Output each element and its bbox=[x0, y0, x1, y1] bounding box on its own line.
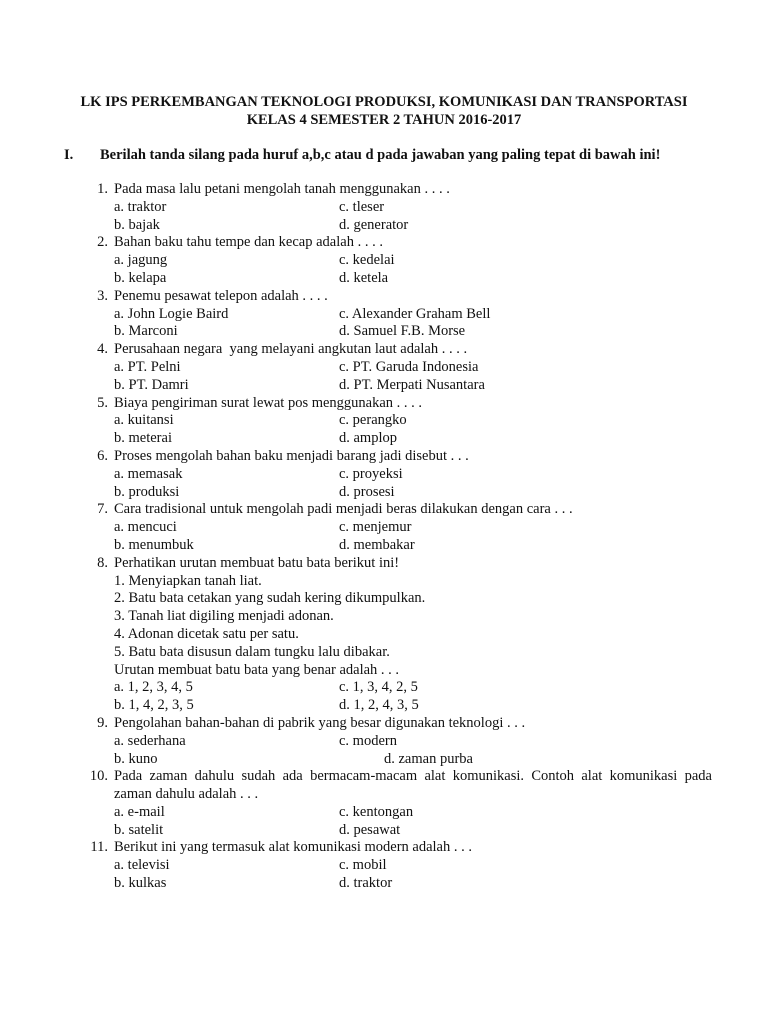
question-number: 8. bbox=[97, 554, 108, 571]
step-text: 2. Batu bata cetakan yang sudah kering dikumpulkan. bbox=[114, 590, 426, 607]
option-c[interactable]: c. perangko bbox=[339, 412, 407, 429]
question-number: 1. bbox=[97, 181, 108, 197]
option-b[interactable]: b. kelapa bbox=[114, 269, 167, 286]
question-text: Proses mengolah bahan baku menjadi barang jadi disebut . . . bbox=[114, 447, 469, 464]
option-b[interactable]: b. PT. Damri bbox=[114, 376, 189, 393]
question-text: Pada zaman dahulu sudah ada bermacam-macam alat komunikasi. Contoh alat komunikasi pada bbox=[114, 768, 712, 785]
question-3 bbox=[0, 288, 768, 306]
option-c[interactable]: c. kedelai bbox=[339, 252, 395, 269]
option-b[interactable]: b. kuno bbox=[114, 750, 158, 767]
question-text: Perhatikan urutan membuat batu bata berikut ini! bbox=[114, 554, 400, 571]
option-c[interactable]: c. modern bbox=[339, 732, 397, 749]
worksheet-title: LK IPS PERKEMBANGAN TEKNOLOGI PRODUKSI, KOMUNIKASI DAN TRANSPORTASI bbox=[80, 94, 688, 110]
option-c[interactable]: c. 1, 3, 4, 2, 5 bbox=[339, 679, 418, 696]
worksheet-subtitle: KELAS 4 SEMESTER 2 TAHUN 2016-2017 bbox=[246, 112, 522, 128]
question-text: Bahan baku tahu tempe dan kecap adalah . . . . bbox=[114, 234, 383, 251]
option-b[interactable]: b. menumbuk bbox=[114, 536, 194, 553]
step-text: 3. Tanah liat digiling menjadi adonan. bbox=[114, 608, 334, 625]
option-c[interactable]: c. Alexander Graham Bell bbox=[339, 305, 491, 322]
option-c[interactable]: c. PT. Garuda Indonesia bbox=[339, 358, 479, 375]
option-b[interactable]: b. produksi bbox=[114, 483, 180, 500]
question-list bbox=[0, 181, 768, 893]
step-item bbox=[0, 590, 768, 608]
option-c[interactable]: c. menjemur bbox=[339, 519, 412, 536]
question-text: Perusahaan negara yang melayani angkutan laut adalah . . . . bbox=[114, 341, 468, 358]
option-b[interactable]: b. kulkas bbox=[114, 875, 167, 892]
option-b[interactable]: b. satelit bbox=[114, 821, 164, 838]
option-d[interactable]: d. ketela bbox=[339, 269, 389, 286]
question-number: 7. bbox=[97, 501, 108, 518]
options-row bbox=[0, 199, 768, 217]
option-b[interactable]: b. bajak bbox=[114, 216, 160, 233]
question-1 bbox=[0, 181, 768, 199]
options-row bbox=[0, 697, 768, 715]
options-row bbox=[0, 751, 768, 769]
question-9 bbox=[0, 715, 768, 733]
question-number: 6. bbox=[97, 447, 108, 464]
options-row bbox=[0, 804, 768, 822]
options-row bbox=[0, 323, 768, 341]
question-text: Pengolahan bahan-bahan di pabrik yang besar digunakan teknologi . . . bbox=[114, 714, 526, 731]
option-c[interactable]: c. tleser bbox=[339, 198, 385, 215]
options-row bbox=[0, 217, 768, 235]
options-row bbox=[0, 733, 768, 751]
step-text: 4. Adonan dicetak satu per satu. bbox=[114, 625, 299, 642]
option-d[interactable]: d. Samuel F.B. Morse bbox=[339, 323, 466, 340]
option-a[interactable]: a. PT. Pelni bbox=[114, 358, 181, 375]
question-number: 3. bbox=[97, 287, 108, 304]
question-text: zaman dahulu adalah . . . bbox=[114, 786, 259, 803]
step-item bbox=[0, 608, 768, 626]
option-d[interactable]: d. PT. Merpati Nusantara bbox=[339, 376, 485, 393]
section-instruction-text: Berilah tanda silang pada huruf a,b,c atau d pada jawaban yang paling tepat di bawah ini! bbox=[100, 147, 661, 163]
option-d[interactable]: d. membakar bbox=[339, 536, 415, 553]
option-c[interactable]: c. proyeksi bbox=[339, 465, 403, 482]
options-row bbox=[0, 252, 768, 270]
option-a[interactable]: a. 1, 2, 3, 4, 5 bbox=[114, 679, 193, 696]
option-a[interactable]: a. memasak bbox=[114, 465, 183, 482]
options-row bbox=[0, 412, 768, 430]
question-8 bbox=[0, 555, 768, 573]
option-a[interactable]: a. e-mail bbox=[114, 803, 165, 820]
question-5 bbox=[0, 395, 768, 413]
options-row bbox=[0, 377, 768, 395]
step-item bbox=[0, 626, 768, 644]
question-text-continued bbox=[0, 786, 768, 804]
question-2 bbox=[0, 234, 768, 252]
option-d[interactable]: d. prosesi bbox=[339, 483, 395, 500]
options-row bbox=[0, 359, 768, 377]
option-d[interactable]: d. traktor bbox=[339, 875, 393, 892]
option-a[interactable]: a. John Logie Baird bbox=[114, 305, 229, 322]
option-b[interactable]: b. Marconi bbox=[114, 323, 178, 340]
question-number: 4. bbox=[97, 341, 108, 358]
option-a[interactable]: a. televisi bbox=[114, 857, 170, 874]
options-row bbox=[0, 430, 768, 448]
question-number: 10. bbox=[89, 768, 108, 785]
question-text: Berikut ini yang termasuk alat komunikasi modern adalah . . . bbox=[114, 839, 472, 856]
section-number: I. bbox=[64, 147, 74, 163]
option-c[interactable]: c. mobil bbox=[339, 857, 387, 874]
question-10 bbox=[0, 768, 768, 786]
prompt-text: Urutan membuat batu bata yang benar adalah . . . bbox=[114, 661, 400, 678]
option-c[interactable]: c. kentongan bbox=[339, 803, 414, 820]
option-b[interactable]: b. meterai bbox=[114, 430, 172, 447]
question-number: 11. bbox=[90, 839, 108, 856]
question-6 bbox=[0, 448, 768, 466]
option-a[interactable]: a. traktor bbox=[114, 198, 167, 215]
options-row bbox=[0, 537, 768, 555]
options-row bbox=[0, 306, 768, 324]
option-a[interactable]: a. mencuci bbox=[114, 519, 177, 536]
question-11 bbox=[0, 839, 768, 857]
options-row bbox=[0, 466, 768, 484]
option-a[interactable]: a. sederhana bbox=[114, 732, 186, 749]
option-d[interactable]: d. generator bbox=[339, 216, 409, 233]
options-row bbox=[0, 484, 768, 502]
question-4 bbox=[0, 341, 768, 359]
question-number: 9. bbox=[97, 714, 108, 731]
question-number: 2. bbox=[97, 234, 108, 251]
step-item bbox=[0, 644, 768, 662]
option-a[interactable]: a. kuitansi bbox=[114, 412, 174, 429]
step-text: 5. Batu bata disusun dalam tungku lalu dibakar. bbox=[114, 643, 390, 660]
question-7 bbox=[0, 501, 768, 519]
option-a[interactable]: a. jagung bbox=[114, 252, 168, 269]
step-text: 1. Menyiapkan tanah liat. bbox=[114, 572, 262, 589]
options-row bbox=[0, 875, 768, 893]
question-text: Biaya pengiriman surat lewat pos menggunakan . . . . bbox=[114, 394, 423, 411]
option-b[interactable]: b. 1, 4, 2, 3, 5 bbox=[114, 697, 194, 714]
option-d[interactable]: d. amplop bbox=[339, 430, 397, 447]
step-item bbox=[0, 573, 768, 591]
question-number: 5. bbox=[97, 394, 108, 411]
option-d[interactable]: d. 1, 2, 4, 3, 5 bbox=[339, 697, 419, 714]
question-prompt bbox=[0, 662, 768, 680]
options-row bbox=[0, 857, 768, 875]
options-row bbox=[0, 270, 768, 288]
question-text: Pada masa lalu petani mengolah tanah menggunakan . . . . bbox=[114, 181, 450, 197]
option-d[interactable]: d. pesawat bbox=[339, 821, 401, 838]
options-row bbox=[0, 679, 768, 697]
section-instruction bbox=[64, 147, 724, 164]
question-text: Cara tradisional untuk mengolah padi menjadi beras dilakukan dengan cara . . . bbox=[114, 501, 573, 518]
option-d[interactable]: d. zaman purba bbox=[384, 750, 473, 767]
options-row bbox=[0, 822, 768, 840]
options-row bbox=[0, 519, 768, 537]
question-text: Penemu pesawat telepon adalah . . . . bbox=[114, 287, 328, 304]
